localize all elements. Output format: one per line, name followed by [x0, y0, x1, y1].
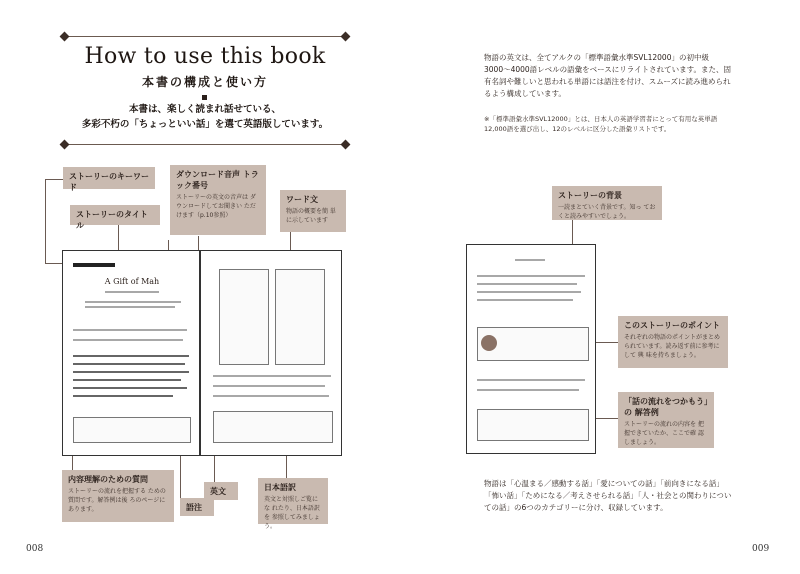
callout-download-audio [170, 165, 266, 235]
callout-body: ストーリーの流れを把握する ための質問です。解答例は後 ろのページにあります。 [68, 488, 166, 513]
callout-story-background [552, 186, 662, 220]
connector [290, 230, 291, 250]
callout-heading: ストーリーのキーワード [69, 172, 149, 192]
callout-japanese-translation [258, 478, 328, 530]
page-subtitle: 本書の構成と使い方 [141, 75, 268, 89]
callout-content-question [62, 470, 174, 522]
text-line [105, 291, 159, 293]
callout-heading: ストーリーのタイトル [76, 210, 148, 230]
text-line [73, 387, 187, 389]
intro-paragraph: 物語の英文は、全てアルクの「標準語彙水準SVL12000」の初中級3000〜4000語レベルの語彙をベースにリライトされています。また、固有名詞や難しいと思われる単語には語注を付け、スムーズに読み進められるよう構成しています。 [484, 53, 731, 98]
text-line [477, 283, 577, 285]
text-line [73, 355, 189, 357]
callout-heading: ストーリーの背景 [558, 191, 622, 200]
text-line [85, 301, 181, 303]
text-line [477, 275, 585, 277]
callout-summary-answer [618, 392, 714, 448]
callout-heading: 内容理解のための質問 [68, 475, 148, 484]
text-line [477, 299, 573, 301]
callout-heading: 日本語訳 [264, 483, 296, 492]
callout-word-sentence [280, 190, 346, 232]
text-line [73, 339, 183, 341]
keyword-bar [73, 263, 115, 267]
text-line [73, 363, 185, 365]
callout-heading: ワード文 [286, 195, 318, 204]
callout-heading: 「話の流れをつかもう」の 解答例 [624, 397, 708, 417]
callout-heading: ダウンロード音声 トラック番号 [176, 170, 259, 190]
callout-body: 一読まとていく背景です。知っ ておくと読みやすいでしょう。 [558, 204, 656, 220]
text-line [213, 385, 325, 387]
illustration [275, 269, 325, 365]
text-line [213, 375, 331, 377]
page-number-left: 008 [26, 544, 44, 554]
callout-body: ストーリーの英文の音声は ダウンロードしてお聞きい ただけます（p.10参照） [176, 194, 256, 219]
mock-page-right-spread [466, 244, 596, 454]
callout-story-title [70, 205, 160, 230]
text-line [73, 379, 181, 381]
callout-body: 英文と対照しご覧にな れたり、日本語訳を 参照してみましょう。 [264, 496, 320, 530]
page-number-right: 009 [752, 544, 770, 554]
mock-page-left [62, 250, 200, 456]
translation-box [213, 411, 333, 443]
callout-body: ストーリーの流れの内容を 把握できていたか、ここで確 認しましょう。 [624, 421, 704, 446]
top-rule-left [64, 36, 346, 37]
text-line [73, 371, 189, 373]
callout-notes [180, 498, 214, 516]
bottom-rule-left [64, 144, 346, 145]
callout-story-point [618, 316, 728, 368]
summary-box [477, 409, 589, 441]
bullet-square [202, 95, 207, 100]
categories-paragraph: 物語は「心温まる／感動する話」「愛についての話」「前向きになる話」「怖い話」「ためになる／考えさせられる話」「人・社会との関わりについての話」の6つのカテゴリーに分け、収録しています。 [484, 479, 732, 512]
text-line [85, 306, 175, 308]
page-title: How to use this book [84, 44, 326, 69]
text-line [73, 329, 187, 331]
mock-page-right [200, 250, 342, 456]
text-line [515, 259, 545, 261]
text-line [213, 395, 329, 397]
lead-line-1: 本書は、楽しく読まれ話せている、 [128, 104, 281, 115]
text-line [477, 389, 579, 391]
lead-line-2: 多彩不朽の「ちょっといい話」を選て英語版しています。 [81, 119, 329, 130]
callout-story-keyword [63, 167, 155, 192]
intro-note: ※「標準語彙水準SVL12000」とは、日本人の英語学習者にとって有用な英単語12,000語を選び出し、12のレベルに区分した語彙リストです。 [484, 115, 718, 133]
text-line [477, 291, 581, 293]
text-line [73, 395, 173, 397]
notes-box [73, 417, 191, 443]
mock-page-title: A Gift of Mah [104, 277, 160, 286]
callout-heading: このストーリーのポイント [624, 321, 720, 330]
callout-heading: 英文 [210, 487, 226, 496]
callout-body: 物語の概要を簡 単に示しています [286, 208, 336, 224]
illustration [219, 269, 269, 365]
callout-heading: 語注 [186, 503, 202, 512]
point-icon [481, 335, 497, 351]
callout-body: それぞれの物語のポイントがまとめ られています。読み返す前に参考にして 興 味を持ちましょう。 [624, 334, 721, 359]
text-line [477, 379, 585, 381]
